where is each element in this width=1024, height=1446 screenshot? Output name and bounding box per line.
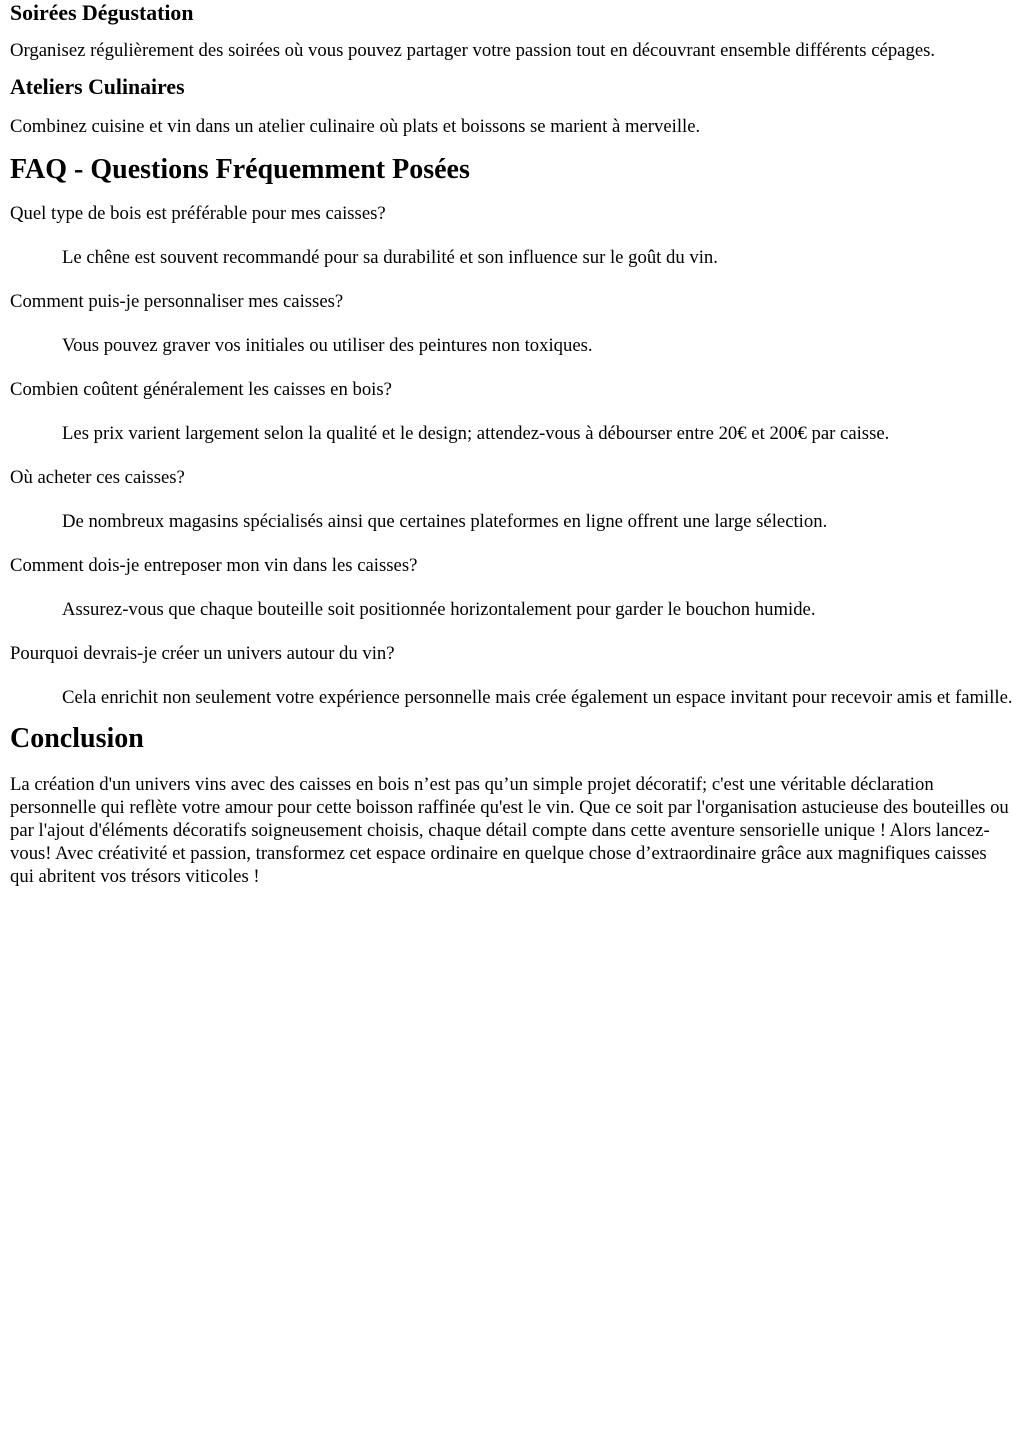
section-text-ateliers: Combinez cuisine et vin dans un atelier culinaire où plats et boissons se marient à merveille. <box>10 116 701 137</box>
section-text-soirees: Organisez régulièrement des soirées où vous pouvez partager votre passion tout en découvrant ensemble différents cépages. <box>10 40 936 61</box>
section-title-ateliers: Ateliers Culinaires <box>10 75 185 99</box>
faq-question: Comment puis-je personnaliser mes caisses? <box>10 291 344 312</box>
faq-title: FAQ - Questions Fréquemment Posées <box>10 154 470 185</box>
faq-question: Combien coûtent généralement les caisses en bois? <box>10 379 392 400</box>
faq-question: Comment dois-je entreposer mon vin dans les caisses? <box>10 555 418 576</box>
faq-answer: Le chêne est souvent recommandé pour sa durabilité et son influence sur le goût du vin. <box>62 247 718 268</box>
faq-question: Où acheter ces caisses? <box>10 467 185 488</box>
faq-answer: De nombreux magasins spécialisés ainsi que certaines plateformes en ligne offrent une large sélection. <box>62 511 828 532</box>
faq-question: Pourquoi devrais-je créer un univers autour du vin? <box>10 643 395 664</box>
conclusion-title: Conclusion <box>10 723 144 754</box>
faq-question: Quel type de bois est préférable pour mes caisses? <box>10 203 386 224</box>
faq-answer: Les prix varient largement selon la qualité et le design; attendez-vous à débourser entre 20€ et 200€ par caisse. <box>62 423 890 444</box>
faq-answer: Vous pouvez graver vos initiales ou utiliser des peintures non toxiques. <box>62 335 593 356</box>
faq-list <box>10 202 1014 709</box>
section-title-soirees: Soirées Dégustation <box>10 1 194 25</box>
conclusion-text: La création d'un univers vins avec des caisses en bois n’est pas qu’un simple projet décoratif; c'est une véritable déclaration personnelle qui reflète votre amour pour cette boisson raffinée qu'est le vin. Que ce soit par l'organisation astucieuse des bouteilles ou par l'ajout d'éléments décoratifs soigneusement choisis, chaque détail compte dans cette aventure sensorielle unique ! Alors lancez-vous! Avec créativité et passion, transformez cet espace ordinaire en quelque chose d’extraordinaire grâce aux magnifiques caisses qui abritent vos trésors viticoles ! <box>10 774 1009 887</box>
faq-answer: Cela enrichit non seulement votre expérience personnelle mais crée également un espace invitant pour recevoir amis et famille. <box>62 687 1013 708</box>
faq-answer: Assurez-vous que chaque bouteille soit positionnée horizontalement pour garder le bouchon humide. <box>62 599 816 620</box>
